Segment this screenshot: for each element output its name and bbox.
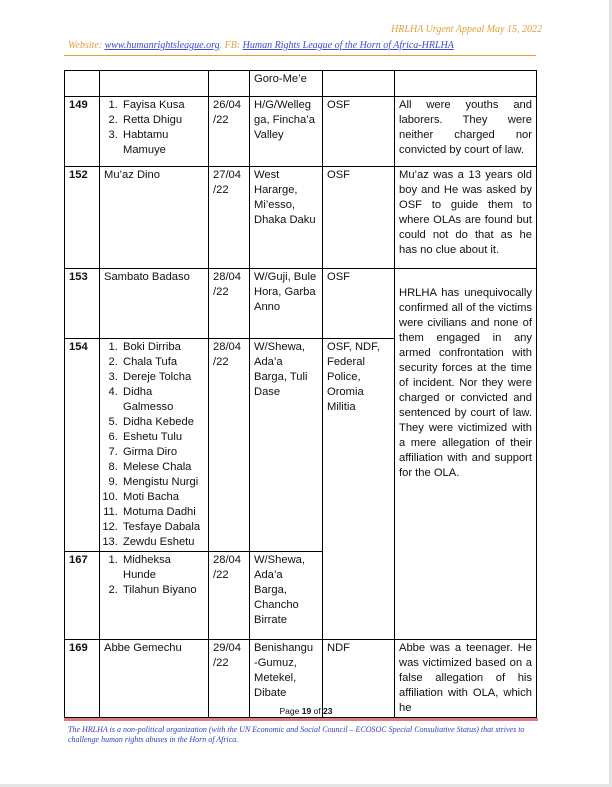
victim-name: 2. Chala Tufa bbox=[121, 355, 204, 370]
date-cell: 28/04 /22 bbox=[209, 552, 250, 640]
victim-name: 1. Midheksa Hunde bbox=[121, 553, 204, 583]
victim-name: 9. Mengistu Nurgi bbox=[121, 475, 204, 490]
victim-names: Abbe Gemechu bbox=[100, 640, 209, 718]
appeal-title: HRLHA Urgent Appeal May 15, 2022 bbox=[391, 24, 542, 35]
perpetrator-cell: NDF bbox=[323, 640, 395, 718]
victim-name: 1. Boki Dirriba bbox=[121, 340, 204, 355]
victim-name: 12. Tesfaye Dabala bbox=[121, 520, 204, 535]
victim-name: 1. Fayisa Kusa bbox=[121, 98, 204, 113]
header-links bbox=[68, 40, 454, 51]
victim-names bbox=[100, 71, 209, 97]
merged-description: HRLHA has unequivocally confirmed all of the victims were civilians and none of them engaged in any armed confrontation with security forces at the time of incident. Nor they were charged or convicted and sentenced by court of law. They were victimized with a mere allegation of their affiliation with and support for the OLA. bbox=[399, 287, 532, 479]
page-total: 23 bbox=[323, 706, 333, 716]
table-row bbox=[65, 269, 537, 339]
victim-name: 3. Dereje Tolcha bbox=[121, 370, 204, 385]
victim-names: Mu’az Dino bbox=[100, 167, 209, 269]
page-of: of bbox=[311, 706, 324, 716]
facebook-link[interactable]: Human Rights League of the Horn of Africa-HRLHA bbox=[242, 40, 454, 51]
row-number: 154 bbox=[65, 339, 100, 552]
row-number: 169 bbox=[65, 640, 100, 718]
page-number bbox=[0, 706, 612, 716]
date-cell: 26/04 /22 bbox=[209, 97, 250, 167]
table-row bbox=[65, 167, 537, 269]
header-divider bbox=[64, 55, 536, 56]
victim-name: 4. Didha Galmesso bbox=[121, 385, 204, 415]
description-cell bbox=[395, 71, 537, 97]
row-number: 153 bbox=[65, 269, 100, 339]
victim-name: 10. Moti Bacha bbox=[121, 490, 204, 505]
date-cell: 27/04 /22 bbox=[209, 167, 250, 269]
victim-name: 8. Melese Chala bbox=[121, 460, 204, 475]
row-number bbox=[65, 71, 100, 97]
place-cell: West Hararge, Mi’esso, Dhaka Daku bbox=[250, 167, 323, 269]
perpetrator-cell: OSF bbox=[323, 97, 395, 167]
page-current: 19 bbox=[301, 706, 312, 716]
victim-name: 7. Girma Diro bbox=[121, 445, 204, 460]
description-cell: Mu’az was a 13 years old boy and He was asked by OSF to guide them to where OLAs are found but could not do that as he has no clue about it. bbox=[395, 167, 537, 269]
row-number: 149 bbox=[65, 97, 100, 167]
place-cell: H/G/Welleg ga, Fincha’a Valley bbox=[250, 97, 323, 167]
victim-name: 2. Tilahun Biyano bbox=[121, 583, 204, 598]
row-number: 167 bbox=[65, 552, 100, 640]
perpetrator-cell: OSF bbox=[323, 167, 395, 269]
table-row bbox=[65, 71, 537, 97]
perpetrator-cell bbox=[323, 71, 395, 97]
place-cell: W/Shewa, Ada’a Barga, Tuli Dase bbox=[250, 339, 323, 552]
victim-names bbox=[100, 97, 209, 167]
place-cell: Benishangu -Gumuz, Metekel, Dibate bbox=[250, 640, 323, 718]
website-label: Website: bbox=[68, 40, 105, 51]
footer-statement: The HRLHA is a non-political organization (with the UN Economic and Social Council – ECOSOC Special Consultative Status) that strives to challenge human rights abuses in the Horn of Africa. bbox=[68, 725, 525, 744]
date-cell: 28/04 /22 bbox=[209, 269, 250, 339]
victim-name: 6. Eshetu Tulu bbox=[121, 430, 204, 445]
row-number: 152 bbox=[65, 167, 100, 269]
victim-names bbox=[100, 552, 209, 640]
victim-name: 3. Habtamu Mamuye bbox=[121, 128, 204, 158]
fb-label: . FB: bbox=[219, 40, 243, 51]
victims-table bbox=[64, 70, 537, 718]
perpetrator-cell: OSF, NDF, Federal Police, Oromia Militia bbox=[323, 339, 395, 640]
table-row bbox=[65, 97, 537, 167]
perpetrator-cell: OSF bbox=[323, 269, 395, 339]
place-cell: Goro-Me’e bbox=[250, 71, 323, 97]
victim-name: 11. Motuma Dadhi bbox=[121, 505, 204, 520]
page-prefix: Page bbox=[279, 706, 302, 716]
merged-description-cell bbox=[395, 269, 537, 640]
victim-names: Sambato Badaso bbox=[100, 269, 209, 339]
description-cell: Abbe was a teenager. He was victimized based on a false allegation of his affiliation with OLA, which he bbox=[395, 640, 537, 718]
description-cell: All were youths and laborers. They were neither charged nor convicted by court of law. bbox=[395, 97, 537, 167]
date-cell bbox=[209, 71, 250, 97]
victim-name: 2. Retta Dhigu bbox=[121, 113, 204, 128]
footer-divider bbox=[64, 718, 538, 721]
victim-name: 5. Didha Kebede bbox=[121, 415, 204, 430]
victim-names bbox=[100, 339, 209, 552]
website-link[interactable]: www.humanrightsleague.org bbox=[104, 40, 220, 51]
date-cell: 28/04 /22 bbox=[209, 339, 250, 552]
victim-name: 13. Zewdu Eshetu bbox=[121, 535, 204, 550]
place-cell: W/Shewa, Ada’a Barga, Chancho Birrate bbox=[250, 552, 323, 640]
date-cell: 29/04 /22 bbox=[209, 640, 250, 718]
place-cell: W/Guji, Bule Hora, Garba Anno bbox=[250, 269, 323, 339]
